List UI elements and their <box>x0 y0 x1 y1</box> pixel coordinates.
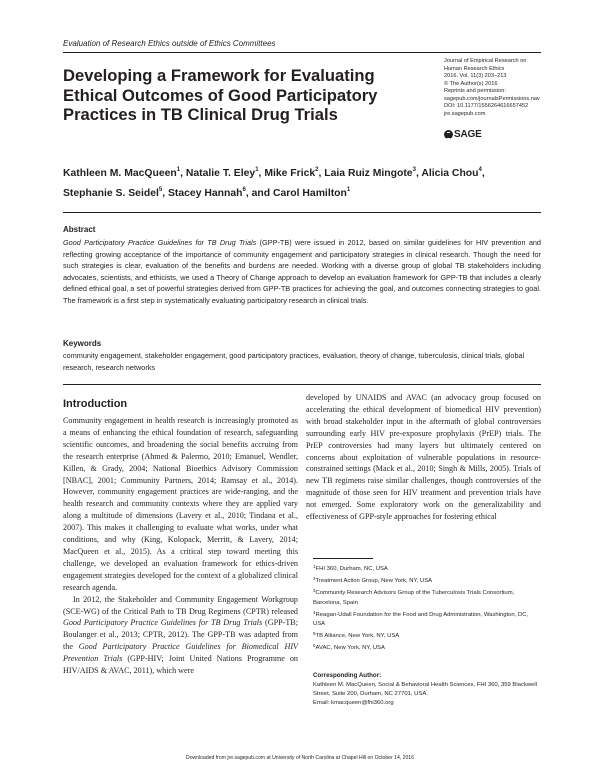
author-name: Carol Hamilton <box>272 188 347 199</box>
author-affiliation-mark: 1 <box>176 167 181 173</box>
journal-info <box>444 58 564 118</box>
abstract-rule <box>63 212 541 213</box>
intro-paragraph-continued: developed by UNAIDS and AVAC (an advocacy group focused on accelerating the ethical development of biomedical HIV prevention) with broad stakeholder input in the aftermath of global controversies surrounding early HIV pre-exposure prophylaxis (PrEP) trials. The PrEP controversies had many layers but ultimately centered on concerns about exploitation of vulnerable populations in resource-constrained settings (Mack et al., 2010; Singh & Mills, 2005). Trials of new TB regimens raise similar challenges, though controversies of the magnitude of those seen for HIV treatment and prevention trials have not emerged. Some exploratory work on the generalizability and effectiveness of GPP-style approaches for fostering ethical <box>306 393 541 522</box>
intro-p2-text: (GPP-TB; Boulanger et al., 2013; CPTR, 2012). The GPP-TB was adapted from the <box>63 618 298 652</box>
corresponding-author <box>313 681 541 709</box>
header-rule <box>63 52 541 53</box>
introduction-heading: Introduction <box>63 398 128 410</box>
journal-info-line: Journal of Empirical Research on <box>444 58 527 64</box>
author-name: Stephanie S. Seidel <box>63 188 159 199</box>
footnote-text: Treatment Action Group, New York, NY, USA <box>315 578 433 585</box>
author-affiliation-mark: 3 <box>412 167 416 173</box>
author-name: Mike Frick <box>264 168 316 179</box>
affiliation-footnote <box>313 574 541 586</box>
journal-info-line[interactable]: sagepub.com/journalsPermissions.nav <box>444 95 540 102</box>
intro-p2-italic: Good Participatory Practice Guidelines for TB Drug Trials <box>63 618 263 628</box>
keywords-heading: Keywords <box>63 339 102 348</box>
journal-info-line: Human Research Ethics <box>444 65 505 72</box>
author-name: Alicia Chou <box>421 168 479 179</box>
download-note: Downloaded from jre.sagepub.com at University of North Carolina at Chapel Hill on October 14, 2016 <box>186 755 414 761</box>
author-separator: , <box>415 168 422 179</box>
journal-info-line: © The Author(s) 2016 <box>444 80 498 87</box>
journal-info-line: Reprints and permission: <box>444 88 506 94</box>
intro-p2-text: In 2012, the Stakeholder and Community Engagement Workgroup (SCE-WG) of the Critical Path to TB Drug Regimens (CPTR) released <box>63 594 298 616</box>
sage-logo <box>444 129 482 140</box>
intro-p2-italic: Good Participatory Practice Guidelines for Biomedical HIV Prevention Trials <box>63 642 298 664</box>
author-name: Natalie T. Eley <box>185 168 256 179</box>
author-name: Kathleen M. MacQueen <box>63 168 177 179</box>
author-separator: , <box>258 168 265 179</box>
journal-info-line[interactable]: jre.sagepub.com <box>444 110 486 117</box>
author-affiliation-mark: 1 <box>346 187 351 193</box>
author-affiliation-mark: 6 <box>242 187 246 193</box>
author-separator: , <box>180 168 186 179</box>
affiliation-footnote <box>313 562 541 574</box>
footnote-number: 5 <box>313 631 316 637</box>
affiliation-footnote <box>313 641 541 653</box>
intro-p2-text: (GPP-HIV; Joint United Nations Programme on HIV/AIDS & AVAC, 2011), which were <box>63 654 298 676</box>
footnote-text: Community Research Advisors Group of the Tuberculosis Trials Consortium, Barcelona, Spain <box>313 590 515 606</box>
footnote-text: AVAC, New York, NY, USA <box>315 645 385 652</box>
abstract-lead-title: Good Participatory Practice Guidelines for TB Drug Trials <box>63 238 257 247</box>
abstract-text <box>63 237 541 306</box>
author-separator: , <box>318 168 325 179</box>
footnote-number: 4 <box>313 609 316 615</box>
body-column-right <box>306 392 541 523</box>
footnote-text: FHI 360, Durham, NC, USA <box>315 566 388 572</box>
affiliation-footnote <box>313 608 541 629</box>
author-affiliation-mark: 1 <box>255 167 259 173</box>
footnote-number: 2 <box>313 576 316 582</box>
corresponding-address: Kathleen M. MacQueen, Social & Behavioral Health Sciences, FHI 360, 359 Blackwell Street, Suite 200, Durham, NC 27701, USA. <box>313 682 537 698</box>
abstract-heading: Abstract <box>63 225 96 234</box>
affiliation-footnotes <box>313 562 541 654</box>
author-name: Laia Ruiz Mingote <box>324 168 413 179</box>
intro-paragraph-1: Community engagement in health research is increasingly promoted as a means of enhancing the ethical foundation of research, safeguarding scientific outcomes, and broadening the social benefits accruing from the research enterprise (Ahmed & Palermo, 2010; Emanuel, Wendler, Killen, & Grady, 2004; National Bioethics Advisory Commission [NBAC], 2001; Community Partners, 2014; Ramsay et al., 2014). However, community engagement practices are wide-ranging, and the health research and community contexts where they are applied vary along a multitude of dimensions (Lavery et al., 2010; Tindana et al., 2007). This makes it challenging to evaluate what works, under what conditions, and why (King, Kolopack, Merritt, & Lavery, 2014; MacQueen et al., 2015). As a critical step toward meeting this challenge, we developed an evaluation framework for ethics-driven engagement strategies developed for the context of a globalized clinical research agenda. <box>63 416 298 592</box>
footnote-number: 1 <box>313 564 316 569</box>
journal-info-line[interactable]: DOI: 10.1177/1556264616657452 <box>444 103 529 109</box>
corresponding-author-label: Corresponding Author: <box>313 672 382 679</box>
body-column-left <box>63 415 298 677</box>
article-title: Developing a Framework for Evaluating Ethical Outcomes of Good Participatory Practices in TB Clinical Drug Trials <box>63 66 378 124</box>
journal-info-line: 2016, Vol. 11(3) 203–213 <box>444 73 507 79</box>
footnote-number: 3 <box>313 588 316 594</box>
affiliation-footnote <box>313 629 541 641</box>
corresponding-email[interactable]: Email: kmacqueen@fhi360.org <box>313 700 394 707</box>
footnote-text: TB Alliance, New York, NY, USA <box>315 633 400 640</box>
footnote-number: 6 <box>313 643 316 649</box>
author-separator: , and <box>245 188 273 199</box>
author-affiliation-mark: 2 <box>315 167 319 173</box>
keywords-rule <box>63 384 541 385</box>
author-name: Stacey Hannah <box>167 188 243 199</box>
sage-logo-text: SAGE <box>454 129 482 140</box>
author-affiliation-mark: 5 <box>158 187 163 193</box>
sage-logo-icon <box>444 130 453 139</box>
author-affiliation-mark: 4 <box>478 167 482 173</box>
keywords-text: community engagement, stakeholder engagement, good participatory practices, evaluation, theory of change, tuberculosis, clinical trials, global research, research networks <box>63 351 525 372</box>
running-head: Evaluation of Research Ethics outside of Ethics Committees <box>63 39 276 48</box>
affiliation-footnote <box>313 586 541 607</box>
author-separator: , <box>481 168 485 179</box>
author-list <box>63 162 523 202</box>
footnote-rule <box>313 558 373 559</box>
intro-paragraph-2 <box>63 594 298 677</box>
author-separator: , <box>162 188 168 199</box>
abstract-body: (GPP-TB) were issued in 2012, based on similar guidelines for HIV prevention and reflecting growing acceptance of the importance of community engagement and participatory strategies in clinical research. Though the need for such strategies is clear, evaluation of the benefits and burdens are needed. Working with a diverse group of global TB stakeholders including advocates, scientists, and ethicists, we used a Theory of Change approach to develop an evaluation framework for GPP-TB that includes a clearly defined ethical goal, a set of powerful strategies derived from GPP-TB practices for achieving the goal, and outcomes connecting strategies to goal. The framework is a first step in systematically evaluating participatory research in clinical trials. <box>63 238 541 305</box>
footnote-text: Reagan-Udall Foundation for the Food and Drug Administration, Washington, DC, USA <box>313 611 529 628</box>
